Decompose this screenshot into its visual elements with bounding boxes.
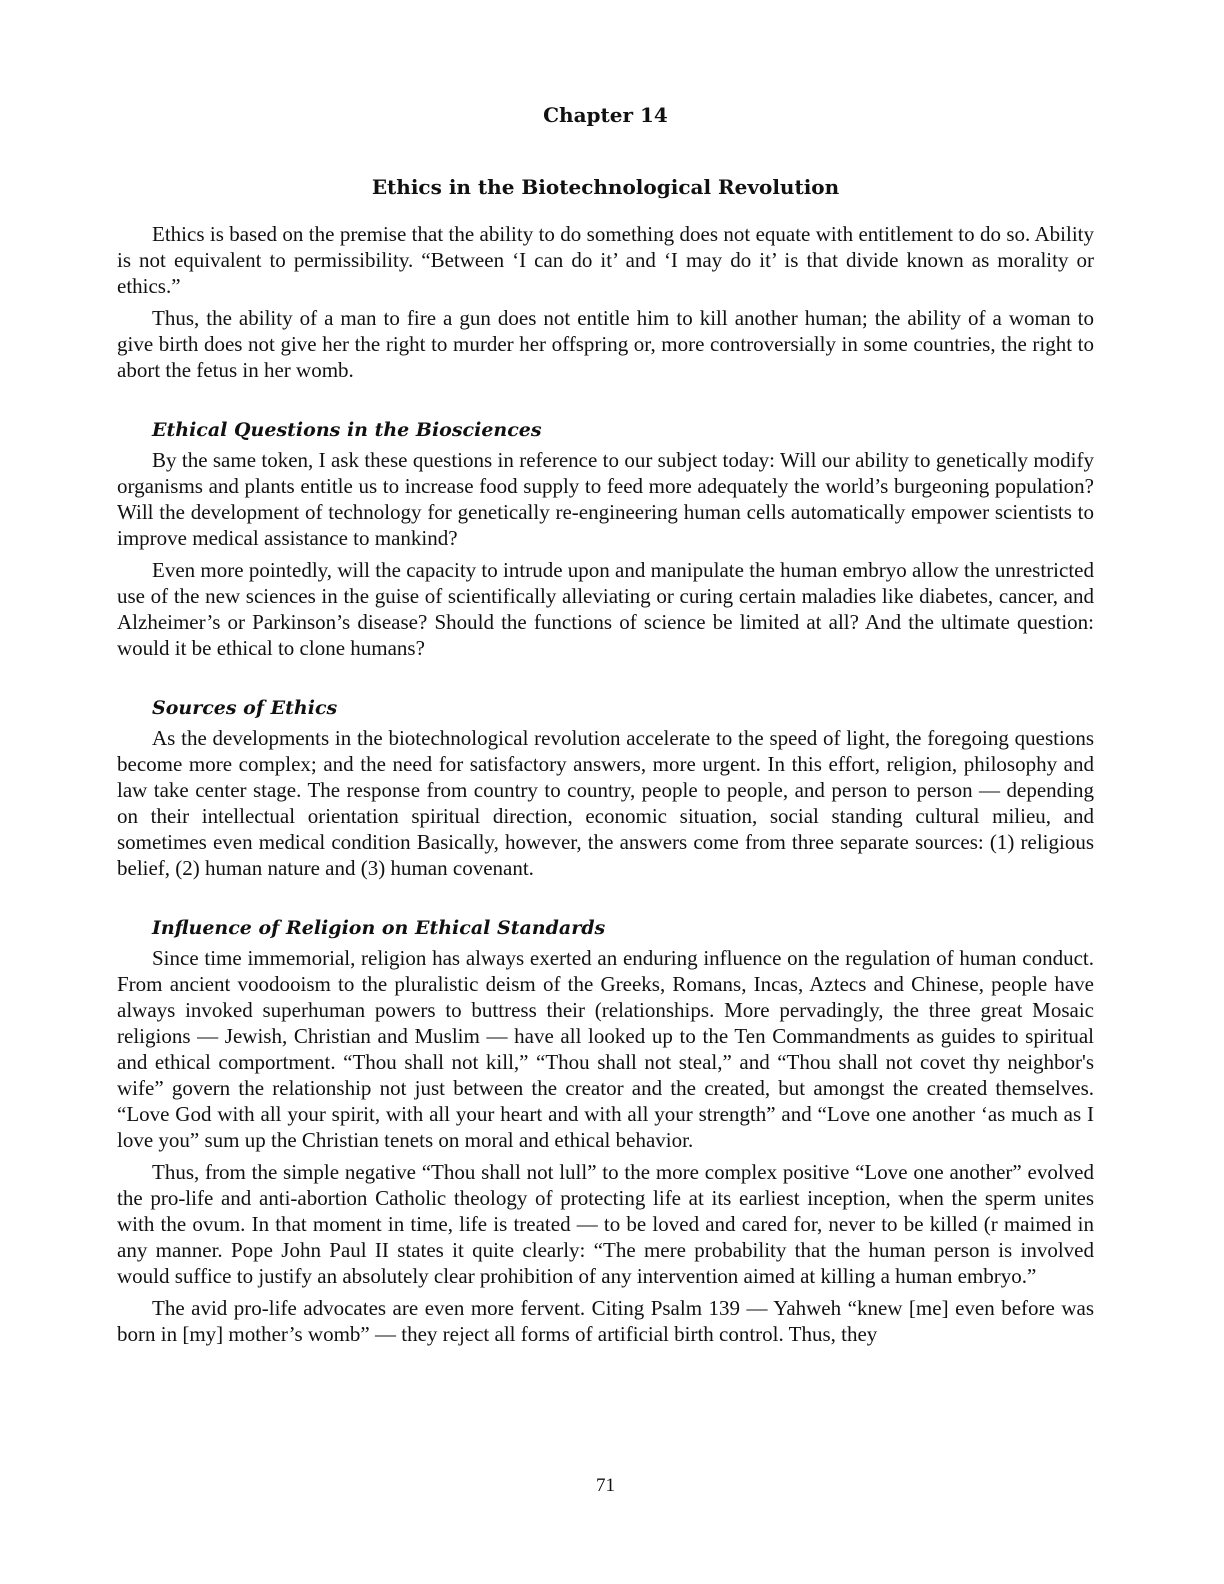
- page-number: 71: [596, 1475, 615, 1496]
- ethical-questions-paragraph-1: By the same token, I ask these questions in reference to our subject today: Will our ability to genetically modify organisms and plants entitle us to increase food supply to feed more adequately the world’s burgeoning population? Will the development of technology for genetically re-engineering human cells automatically empower scientists to improve medical assistance to mankind?: [117, 448, 1094, 550]
- intro-paragraph-2: Thus, the ability of a man to fire a gun does not entitle him to kill another human; the ability of a woman to give birth does not give her the right to murder her offspring or, more controversially in some countries, the right to abort the fetus in her womb.: [117, 306, 1094, 382]
- chapter-title: Ethics in the Biotechnological Revolution: [371, 175, 840, 199]
- document-page: [117, 0, 1094, 1584]
- ethical-questions-paragraph-2: Even more pointedly, will the capacity to intrude upon and manipulate the human embryo allow the unrestricted use of the new sciences in the guise of scientifically alleviating or curing certain maladies like diabetes, cancer, and Alzheimer’s or Parkinson’s disease? Should the functions of science be limited at all? And the ultimate question: would it be ethical to clone humans?: [117, 558, 1094, 660]
- section-heading-ethical-questions: Ethical Questions in the Biosciences: [152, 419, 542, 441]
- section-heading-sources-of-ethics: Sources of Ethics: [152, 697, 338, 719]
- section-heading-influence-of-religion: Influence of Religion on Ethical Standards: [152, 917, 606, 939]
- intro-paragraph-1: Ethics is based on the premise that the ability to do something does not equate with entitlement to do so. Ability is not equivalent to permissibility. “Between ‘I can do it’ and ‘I may do it’ is that divide known as morality or ethics.”: [117, 222, 1094, 298]
- chapter-number: Chapter 14: [543, 103, 668, 127]
- body-text: [117, 221, 1094, 1353]
- influence-of-religion-paragraph-1: Since time immemorial, religion has always exerted an enduring influence on the regulation of human conduct. From ancient voodooism to the pluralistic deism of the Greeks, Romans, Incas, Aztecs and Chinese, people have always invoked superhuman powers to buttress their (relationships. More pervadingly, the three great Mosaic religions — Jewish, Christian and Muslim — have all looked up to the Ten Commandments as guides to spiritual and ethical comportment. “Thou shall not kill,” “Thou shall not steal,” and “Thou shall not covet thy neighbor's wife” govern the relationship not just between the creator and the created, but amongst the created themselves. “Love God with all your spirit, with all your heart and with all your strength” and “Love one another ‘as much as I love you” sum up the Christian tenets on moral and ethical behavior.: [117, 946, 1094, 1152]
- influence-of-religion-paragraph-2: Thus, from the simple negative “Thou shall not lull” to the more complex positive “Love one another” evolved the pro-life and anti-abortion Catholic theology of protecting life at its earliest inception, when the sperm unites with the ovum. In that moment in time, life is treated — to be loved and cared for, never to be killed (r maimed in any manner. Pope John Paul II states it quite clearly: “The mere probability that the human person is involved would suffice to justify an absolutely clear prohibition of any intervention aimed at killing a human embryo.”: [117, 1160, 1094, 1288]
- sources-of-ethics-paragraph-1: As the developments in the biotechnological revolution accelerate to the speed of light, the foregoing questions become more complex; and the need for satisfactory answers, more urgent. In this effort, religion, philosophy and law take center stage. The response from country to country, people to people, and person to person — depending on their intellectual orientation spiritual direction, economic situation, social standing cultural milieu, and sometimes even medical condition Basically, however, the answers come from three separate sources: (1) religious belief, (2) human nature and (3) human covenant.: [117, 726, 1094, 880]
- influence-of-religion-paragraph-3: The avid pro-life advocates are even more fervent. Citing Psalm 139 — Yahweh “knew [me] even before was born in [my] mother’s womb” — they reject all forms of artificial birth control. Thus, they: [117, 1296, 1094, 1346]
